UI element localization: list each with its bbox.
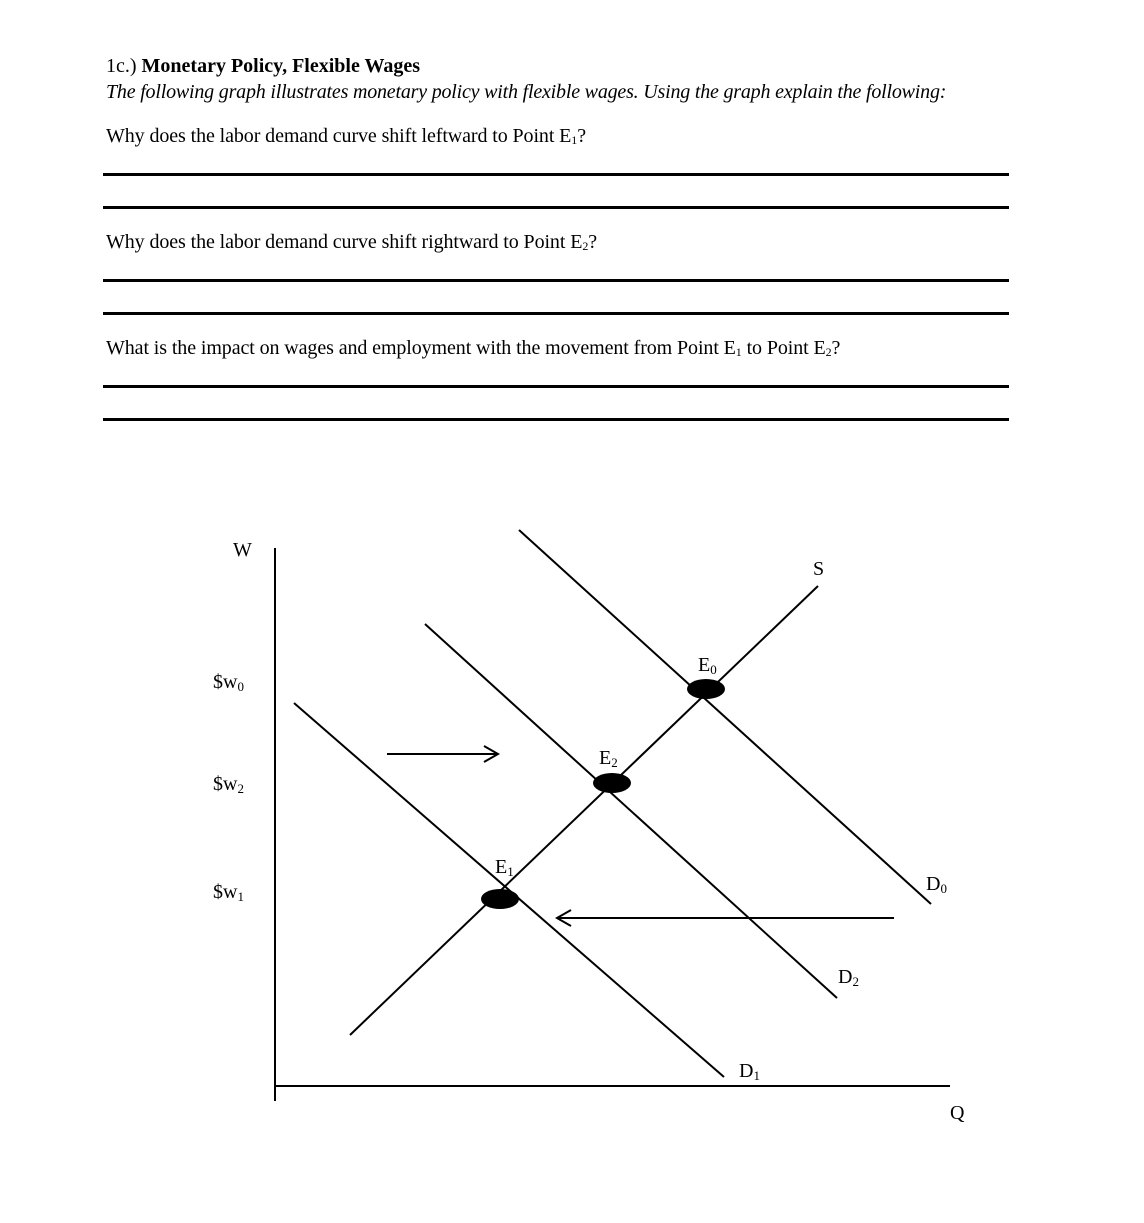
question-text: ? [831, 337, 841, 359]
demand-curve-d2 [425, 624, 837, 998]
demand-curve-d0 [519, 530, 931, 904]
d0-label: D0 [926, 873, 947, 896]
e0-label: E0 [698, 654, 717, 677]
wage-label-w1: $w1 [213, 881, 244, 904]
subscript: 2 [825, 345, 832, 359]
section-number: 1c.) [106, 55, 137, 77]
equilibrium-point-e0 [687, 679, 725, 699]
e1-label: E1 [495, 856, 514, 879]
section-title: Monetary Policy, Flexible Wages [141, 55, 421, 77]
question-text: Why does the labor demand curve shift leftward to Point E [106, 125, 572, 147]
instructions: The following graph illustrates monetary policy with flexible wages. Using the graph explain the following: [106, 81, 947, 103]
equilibrium-point-e1 [481, 889, 519, 909]
demand-curve-d1 [294, 703, 724, 1077]
wage-label-w0: $w0 [213, 671, 244, 694]
supply-label: S [813, 558, 825, 580]
question-text: ? [577, 125, 586, 147]
supply-curve [350, 586, 818, 1035]
subscript: 2 [582, 239, 589, 253]
d1-label: D1 [739, 1060, 760, 1083]
question-text: What is the impact on wages and employment with the movement from Point E [106, 337, 736, 359]
wage-label-w2: $w2 [213, 773, 244, 796]
subscript: 1 [571, 133, 578, 147]
equilibrium-point-e2 [593, 773, 631, 793]
x-axis-label: Q [950, 1102, 965, 1124]
d2-label: D2 [838, 966, 859, 989]
question-text: to Point E [741, 337, 826, 359]
question-text: Why does the labor demand curve shift rightward to Point E [106, 231, 583, 253]
subscript: 1 [735, 345, 742, 359]
question-text: ? [588, 231, 597, 253]
e2-label: E2 [599, 747, 618, 770]
y-axis-label: W [233, 539, 252, 561]
